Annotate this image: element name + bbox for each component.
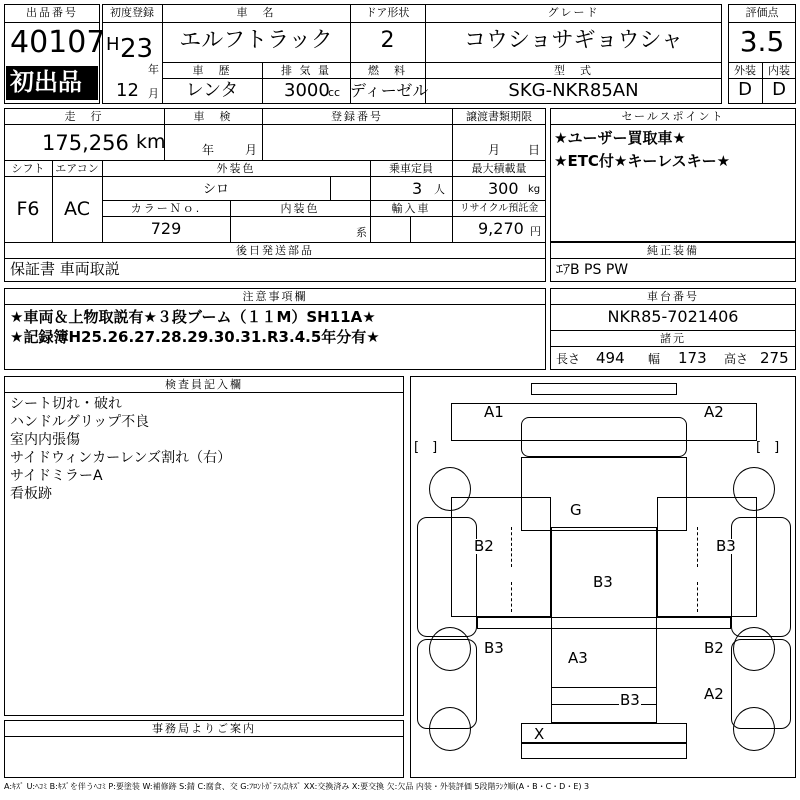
door-count: 2: [380, 28, 395, 53]
chassis-header: 車台番号: [647, 290, 699, 303]
displacement-value: 3000: [284, 80, 330, 101]
transfer-date-header: 譲渡書類期限: [466, 110, 532, 123]
mileage-unit: km: [136, 131, 166, 153]
capacity-value: 3: [412, 179, 423, 198]
label-a2-bottom: A2: [704, 685, 724, 703]
ext-grade-header: 外装: [734, 64, 756, 77]
equipment-header: 純正装備: [647, 244, 699, 257]
width-value: 173: [678, 349, 707, 367]
sales-points-header: セールスポイント: [621, 110, 725, 123]
lot-number-header: 出品番号: [26, 6, 78, 19]
label-b3-center: B3: [593, 573, 613, 591]
first-time-badge-label: 初出品: [10, 68, 82, 96]
inspector-note-6: 看板跡: [10, 486, 52, 502]
label-b3-bottom: B3: [620, 691, 640, 709]
int-color-header: 内装色: [280, 202, 320, 215]
rear-gate: [551, 687, 657, 723]
max-load-value: 300: [488, 179, 519, 198]
score-header: 評価点: [745, 6, 779, 19]
mileage-value: 175,256: [42, 131, 129, 155]
inspection-year-unit: 年: [202, 143, 215, 157]
recycle-value: 9,270: [478, 219, 524, 238]
label-b3-right: B3: [716, 537, 736, 555]
model-value: SKG-NKR85AN: [508, 80, 639, 101]
recycle-unit: 円: [530, 225, 541, 238]
lot-number: 40107: [10, 25, 106, 60]
shift-value: F6: [16, 198, 40, 220]
first-reg-header: 初度登録: [110, 6, 154, 19]
rear-bumper: [521, 723, 687, 743]
grade-header: グレード: [547, 6, 600, 19]
rear-frame: [477, 617, 731, 629]
color-no-value: 729: [150, 219, 182, 238]
capacity-unit: 人: [434, 183, 445, 196]
color-no-header: カラーＮｏ.: [130, 202, 202, 215]
max-load-unit: kg: [528, 184, 541, 195]
ext-color-header: 外装色: [216, 162, 256, 175]
car-name: エルフトラック: [179, 28, 333, 53]
label-b3-left: B3: [484, 639, 504, 657]
height-value: 275: [760, 349, 789, 367]
damage-diagram: [410, 376, 796, 778]
label-b2-left: B2: [474, 537, 494, 555]
first-reg-era: H: [106, 34, 120, 55]
transfer-day-unit: 日: [528, 143, 541, 157]
windshield: [521, 417, 687, 457]
equipment-value: ｴｱB PS PW: [556, 262, 629, 278]
inspector-note-1: シート切れ・破れ: [10, 396, 122, 412]
inspector-note-2: ハンドルグリップ不良: [10, 414, 150, 430]
label-a1: A1: [484, 403, 504, 421]
label-a2-top: A2: [704, 403, 724, 421]
right-frame: [657, 497, 757, 617]
notes-line-2: ★記録簿H25.26.27.28.29.30.31.R3.4.5年分有★: [10, 328, 380, 346]
label-bracket-right: [ ]: [756, 440, 780, 455]
rear-right-panel: [731, 639, 791, 729]
tail-panel: [521, 743, 687, 759]
doors-header: ドア形状: [365, 6, 410, 19]
chassis-value: NKR85-7021406: [607, 307, 739, 326]
notes-line-1: ★車両＆上物取説有★３段ブーム（１１M）SH11A★: [10, 308, 376, 326]
first-reg-month: 12: [116, 80, 139, 101]
notes-header: 注意事項欄: [242, 290, 308, 303]
capacity-header: 乗車定員: [389, 162, 433, 175]
inspector-header: 検査員記入欄: [165, 378, 243, 391]
max-load-header: 最大積載量: [471, 162, 527, 175]
label-bracket-left: [ ]: [414, 440, 438, 455]
inspector-note-3: 室内内張傷: [10, 432, 80, 448]
history-header: 車 歴: [192, 64, 232, 77]
length-label: 長さ: [556, 352, 581, 366]
width-label: 幅: [648, 352, 661, 366]
first-reg-year: 23: [120, 34, 154, 64]
label-b2-right: B2: [704, 639, 724, 657]
mileage-header: 走 行: [64, 110, 104, 123]
inspector-note-4: サイドウィンカーレンズ割れ（右）: [10, 450, 232, 466]
ext-grade-value: D: [738, 79, 752, 100]
first-reg-year-unit: 年: [148, 63, 159, 76]
import-header: 輸入車: [391, 202, 431, 215]
inspection-header: 車 検: [193, 110, 233, 123]
later-items-value: 保証書 車両取説: [10, 260, 120, 278]
ext-color-value: シロ: [202, 182, 229, 197]
office-header: 事務局よりご案内: [152, 722, 256, 735]
legend: A:ｷｽﾞ U:ﾍｺﾐ B:ｷｽﾞを伴うﾍｺﾐ P:要塗装 W:補修跡 S:錆 C:腐食、交 G:ﾌﾛﾝﾄｶﾞﾗｽ点ｷｽﾞ XX:交換済み X:要交換 欠:欠品 内装・外装評価 5段階ﾗﾝｸ順(A・B・C・D・E) 3: [4, 782, 590, 791]
fuel-header: 燃 料: [368, 64, 407, 77]
rear-left-panel: [417, 639, 477, 729]
sales-point-2: ★ETC付★キーレスキー★: [554, 152, 731, 170]
int-grade-header: 内装: [768, 64, 790, 77]
reg-no-header: 登録番号: [331, 110, 383, 123]
label-a3: A3: [568, 649, 588, 667]
displacement-unit: cc: [328, 86, 341, 99]
sales-point-1: ★ユーザー買取車★: [554, 129, 686, 147]
int-color-unit: 系: [356, 226, 367, 239]
height-label: 高さ: [724, 352, 749, 366]
aircon-header: エアコン: [55, 162, 99, 175]
later-items-header: 後日発送部品: [236, 244, 314, 257]
int-grade-value: D: [772, 79, 786, 100]
score-value: 3.5: [739, 25, 785, 58]
grade-name: コウショサギョウシャ: [463, 28, 684, 53]
first-reg-month-unit: 月: [148, 87, 159, 100]
car-name-header: 車 名: [236, 6, 276, 19]
aircon-value: AC: [64, 198, 90, 220]
label-x: X: [534, 725, 545, 743]
left-frame: [451, 497, 551, 617]
recycle-header: リサイクル預託金: [459, 203, 539, 214]
length-value: 494: [596, 349, 625, 367]
label-g: G: [570, 501, 582, 519]
displacement-header: 排 気 量: [281, 64, 331, 77]
front-bumper: [531, 383, 677, 395]
transfer-month-unit: 月: [488, 143, 501, 157]
history-value: レンタ: [185, 80, 239, 101]
dims-header: 諸元: [660, 332, 686, 345]
cargo-bed: [551, 527, 657, 705]
inspector-note-5: サイドミラーA: [10, 468, 103, 484]
shift-header: シフト: [11, 162, 45, 175]
model-header: 型 式: [554, 64, 593, 77]
inspection-month-unit: 月: [245, 143, 258, 157]
fuel-value: ディーゼル: [350, 81, 429, 100]
